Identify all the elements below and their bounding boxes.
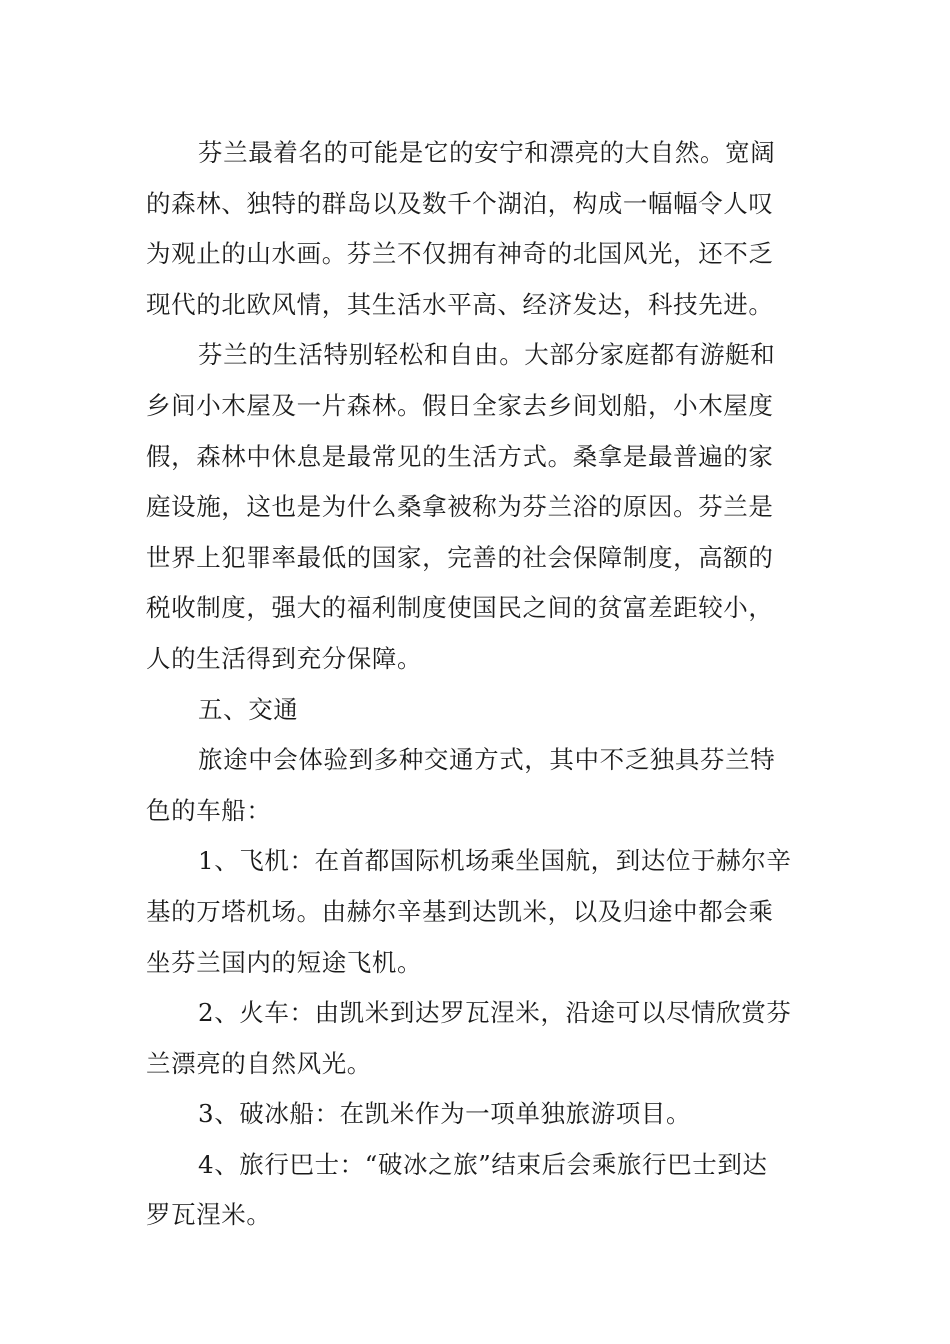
text-line: 的森林、独特的群岛以及数千个湖泊，构成一幅幅令人叹	[146, 188, 774, 218]
text-line: 世界上犯罪率最低的国家，完善的社会保障制度，高额的	[146, 542, 774, 572]
text-line: 税收制度，强大的福利制度使国民之间的贫富差距较小，	[146, 593, 774, 623]
text-line: 旅途中会体验到多种交通方式，其中不乏独具芬兰特	[198, 745, 776, 775]
text-line: 4、旅行巴士：“破冰之旅”结束后会乘旅行巴士到达	[198, 1149, 768, 1179]
text-line: 假，森林中休息是最常见的生活方式。桑拿是最普遍的家	[146, 441, 774, 471]
list-item-bus	[146, 1140, 806, 1241]
text-line: 1、飞机：在首都国际机场乘坐国航，到达位于赫尔辛	[198, 846, 792, 876]
text-line: 色的车船：	[146, 795, 272, 825]
text-line: 3、破冰船：在凯米作为一项单独旅游项目。	[198, 1099, 692, 1129]
text-line: 兰漂亮的自然风光。	[146, 1048, 372, 1078]
list-item-train	[146, 988, 806, 1089]
list-item-airplane	[146, 836, 806, 988]
text-line: 现代的北欧风情，其生活水平高、经济发达，科技先进。	[146, 289, 774, 319]
text-line: 乡间小木屋及一片森林。假日全家去乡间划船，小木屋度	[146, 390, 774, 420]
paragraph-transport-intro	[146, 735, 806, 836]
text-line: 芬兰的生活特别轻松和自由。大部分家庭都有游艇和	[198, 340, 776, 370]
paragraph-lifestyle	[146, 330, 806, 684]
body-text	[146, 128, 806, 1241]
text-line: 基的万塔机场。由赫尔辛基到达凯米，以及归途中都会乘	[146, 896, 774, 926]
text-line: 为观止的山水画。芬兰不仅拥有神奇的北国风光，还不乏	[146, 239, 774, 269]
list-item-icebreaker	[146, 1089, 806, 1140]
section-heading-transport	[146, 685, 806, 736]
text-line: 2、火车：由凯米到达罗瓦涅米，沿途可以尽情欣赏芬	[198, 998, 792, 1028]
text-line: 人的生活得到充分保障。	[146, 643, 423, 673]
text-line: 庭设施，这也是为什么桑拿被称为芬兰浴的原因。芬兰是	[146, 492, 774, 522]
text-line: 坐芬兰国内的短途飞机。	[146, 947, 423, 977]
text-line: 芬兰最着名的可能是它的安宁和漂亮的大自然。宽阔	[198, 138, 776, 167]
section-heading: 五、交通	[198, 694, 299, 724]
text-line: 罗瓦涅米。	[146, 1200, 272, 1230]
paragraph-nature	[146, 128, 806, 330]
